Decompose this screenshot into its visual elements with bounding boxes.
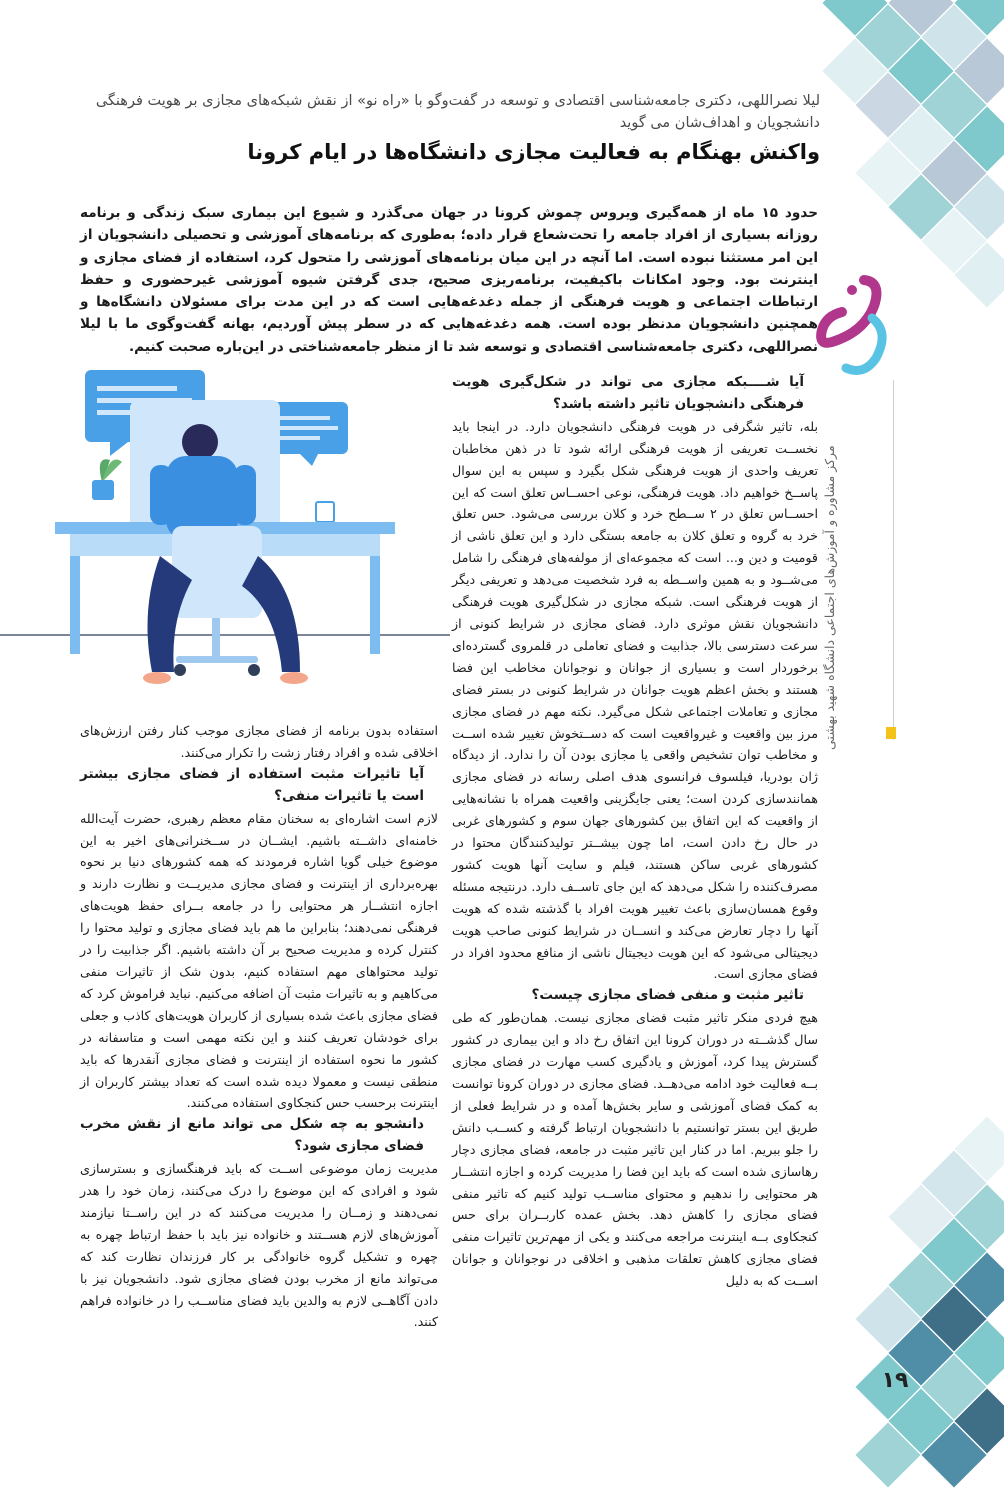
magazine-logo — [812, 272, 892, 382]
sidebar-credit: مرکز مشاوره و آموزش‌های اجتماعی دانشگاه شهید بهشتی — [822, 445, 837, 750]
article-column-left — [80, 720, 438, 1333]
answer-paragraph: لازم است اشاره‌ای به سخنان مقام معظم رهبری، حضرت آیت‌الله خامنه‌ای داشــته باشیم. ایشــان در ســخنرانی‌های اخیر به این موضوع خیلی گویا اشاره فرمودند که همه کشورهای دنیا بر نحوه بهره‌برداری از اینترنت و فضای مجازی مدیریــت و نظارت دارند و اجازه انتشــار هر محتوایی را در جامعه بــرای حفظ هویت‌های فرهنگی نمی‌دهند؛ بنابراین ما هم باید فضای مجازی و تولید محتوا را کنترل کرده و مدیریت صحیح بر آن داشته باشیم. اگر جذابیت را در تولید محتواهای مهم استفاده کنیم، بدون شک از تاثیرات منفی می‌کاهیم و به تاثیرات مثبت آن اضافه می‌کنیم. نباید فراموش کرد که فضای مجازی باعث شده بسیاری از کاربران هویت‌های کاذب و جعلی برای خودشان تعریف کنند و این نکته مهمی است و متاسفانه در کشور ما نحوه استفاده از اینترنت و فضای مجازی آنقدرها که باید منطقی نیست و معمولا دیده شده است که تعداد بیشتر کاربران از اینترنت برحسب حس کنجکاوی استفاده می‌کنند. — [80, 810, 438, 1111]
answer-paragraph: هیچ فردی منکر تاثیر مثبت فضای مجازی نیست. همان‌طور که طی سال گذشــته در دوران کرونا این اتفاق رخ داد و این بیماری در کشور گسترش پیدا کرد، آموزش و یادگیری کسب مهارت در فضای مجازی بــه فعالیت خود ادامه می‌دهــد. فضای مجازی در دوران کرونا توانست به کمک فضای آموزشی و سایر بخش‌ها آمده و در شرایط فعلی از طریق این بستر توانستیم با دانشجویان ارتباط گرفته و کســب دانش را جلو ببریم. اما در کنار این تاثیر مثبت در جامعه، فضای مجازی دچار رهاسازی شده است که باید این فضا را مدیریت کرده و اجازه انتشــار هر محتوایی را ندهیم و محتوای مناســب تولید کنیم که تاثیر منفی فضای مجازی را کاهش دهد. بخش عمده کاربــران برای حس کنجکاوی بــه اینترنت مراجعه می‌کنند و یکی از مهم‌ترین تاثیرات منفی فضای مجازی کاهش تعلقات مذهبی و اخلاقی در نوجوانان و جوانان اســت که به دلیل — [452, 1010, 818, 1289]
sidebar-accent-mark — [886, 727, 896, 739]
article-column-right — [452, 372, 818, 1292]
question-heading: آیا تاثیرات مثبت استفاده از فضای مجازی بیشتر است یا تاثیرات منفی؟ — [80, 765, 424, 804]
corner-decoration-bottom — [854, 1106, 1004, 1476]
answer-paragraph: مدیریت زمان موضوعی اســت که باید فرهنگسازی و بسترسازی شود و افرادی که این موضوع را درک می‌کنند، زمان خود را هدر نمی‌دهند و زمــان را مدیریت می‌کنند که در این راســتا نیازمند آموزش‌های لازم هســتند و خانواده نیز باید با حفظ ارتباط چهره به چهره و تشکیل گروه خانوادگی بر کار فرزندان نظارت کند که می‌تواند مانع از مخرب بودن فضای مجازی شود. دانشجویان نیز با دادن آگاهــی لازم به والدین باید فضای مناســب را در خانواده فراهم کنند. — [80, 1161, 438, 1330]
question-heading: تاثیر مثبت و منفی فضای مجازی چیست؟ — [531, 987, 804, 1004]
illustration-person-at-desk — [0, 360, 450, 710]
answer-paragraph: بله، تاثیر شگرفی در هویت فرهنگی دانشجویان دارد. در اینجا باید نخســت تعریفی از هویت فرهنگی ارائه شود تا در ذهن مخاطبان تعریف واحدی از هویت فرهنگی شکل بگیرد و سپس به این سوال پاســخ خواهیم داد. هویت فرهنگی، نوعی احســاس تعلق است که این احســاس تعلق در ۲ ســطح خرد و کلان بررسی می‌شود. حس تعلق خرد به گروه و تعلق کلان به جامعه بستگی دارد و این تعلق ناشی از قومیت و دین و... است که مجموعه‌ای از مولفه‌های فرهنگی را شامل می‌شــود و به همین واســطه به فرد شخصیت می‌دهد و تعریفی دیگر از هویت فرهنگی است. شبکه مجازی در شکل‌گیری هویت فرهنگی دانشجویان نقش موثری دارد. فضای مجازی در شرایط کنونی از سرعت دسترسی بالا، جذابیت و فضای تعاملی در قلمروی گسترده‌ای برخوردار است و بسیاری از جوانان و نوجوانان مخاطب این فضا هستند و بخش اعظم هویت جوانان در شرایط کنونی در بستر فضای مجازی و تعاملات اجتماعی شکل می‌گیرد. نکته مهم در فضای مجازی مرز بین واقعیت و غیرواقعیت است که دســتخوش تغییر شده اســت و مخاطب توان تشخیص واقعی یا مجازی بودن آن را ندارد. از دیدگاه ژان بودریا، فیلسوف فرانسوی هدف اصلی رسانه در فضای مجازی همانندسازی کردن است؛ یعنی جایگزینی واقعیت همراه با نشانه‌هایی از واقعیت که این اتفاق بین کشورهای جهان سوم و کشورهای غربی در حال رخ دادن است، اما چون بیشــتر تولیدکنندگان محتوا در کشورهای غربی ساکن هستند، فیلم و سایت آنها هویت کشور مصرف‌کننده را شکل می‌دهد که این جای تاســف دارد. درنتیجه مسئله وقوع همسان‌سازی باعث تغییر هویت افراد با گذشته شده که هویت آنها را دچار تعارض می‌کند و انســان در شرایط کنونی صاحب هویت دیجیتالی می‌شود که این هویت دیجیتال ناشی از منافع محدود افراد در فضای مجازی است. — [452, 418, 818, 982]
answer-paragraph: استفاده بدون برنامه از فضای مجازی موجب کنار رفتن ارزش‌های اخلاقی شده و افراد رفتار زشت را تکرار می‌کنند. — [80, 723, 438, 760]
question-heading: آیا شــــبکه مجازی می تواند در شکل‌گیری هویت فرهنگی دانشجویان تاثیر داشته باشد؟ — [452, 374, 804, 412]
article-lead: حدود ۱۵ ماه از همه‌گیری ویروس چموش کرونا در جهان می‌گذرد و شیوع این بیماری سبک زندگی و برنامه روزانه بسیاری از افراد جامعه را تحت‌شعاع قرار داده؛ به‌طوری که برنامه‌های آموزشی و تحصیلی دانشجویان از این امر مستثنا نبوده است. اما آنچه در این میان برنامه‌های آموزشی را متحول کرد، استفاده از فضای مجازی و اینترنت بود. وجود امکانات باکیفیت، برنامه‌ریزی صحیح، جدی گرفتن شیوه آموزشی غیرحضوری و حفظ ارتباطات اجتماعی و هویت فرهنگی از جمله دغدغه‌هایی است که در این مدت برای مسئولان دانشگاه‌ها و همچنین دانشجویان مدنظر بوده است. همه دغدغه‌هایی که در سطر پیش آوردیم، بهانه گفت‌وگوی ما با لیلا نصراللهی، دکتری جامعه‌شناسی اقتصادی و توسعه شد تا از منظر جامعه‌شناختی در این‌باره صحبت کنیم. — [80, 205, 818, 355]
article-headline: واکنش بهنگام به فعالیت مجازی دانشگاه‌ها در ایام کرونا — [247, 140, 820, 164]
page-number: ۱۹ — [881, 1368, 909, 1393]
sidebar-rule — [893, 380, 894, 740]
question-heading: دانشجو به چه شکل می تواند مانع از نقش مخرب فضای مجازی شود؟ — [80, 1116, 424, 1155]
article-dek: لیلا نصراللهی، دکتری جامعه‌شناسی اقتصادی و توسعه در گفت‌وگو با «راه نو» از نقش شبکه‌های مجازی بر هویت فرهنگی دانشجویان و اهداف‌شان می گوید — [95, 93, 820, 131]
